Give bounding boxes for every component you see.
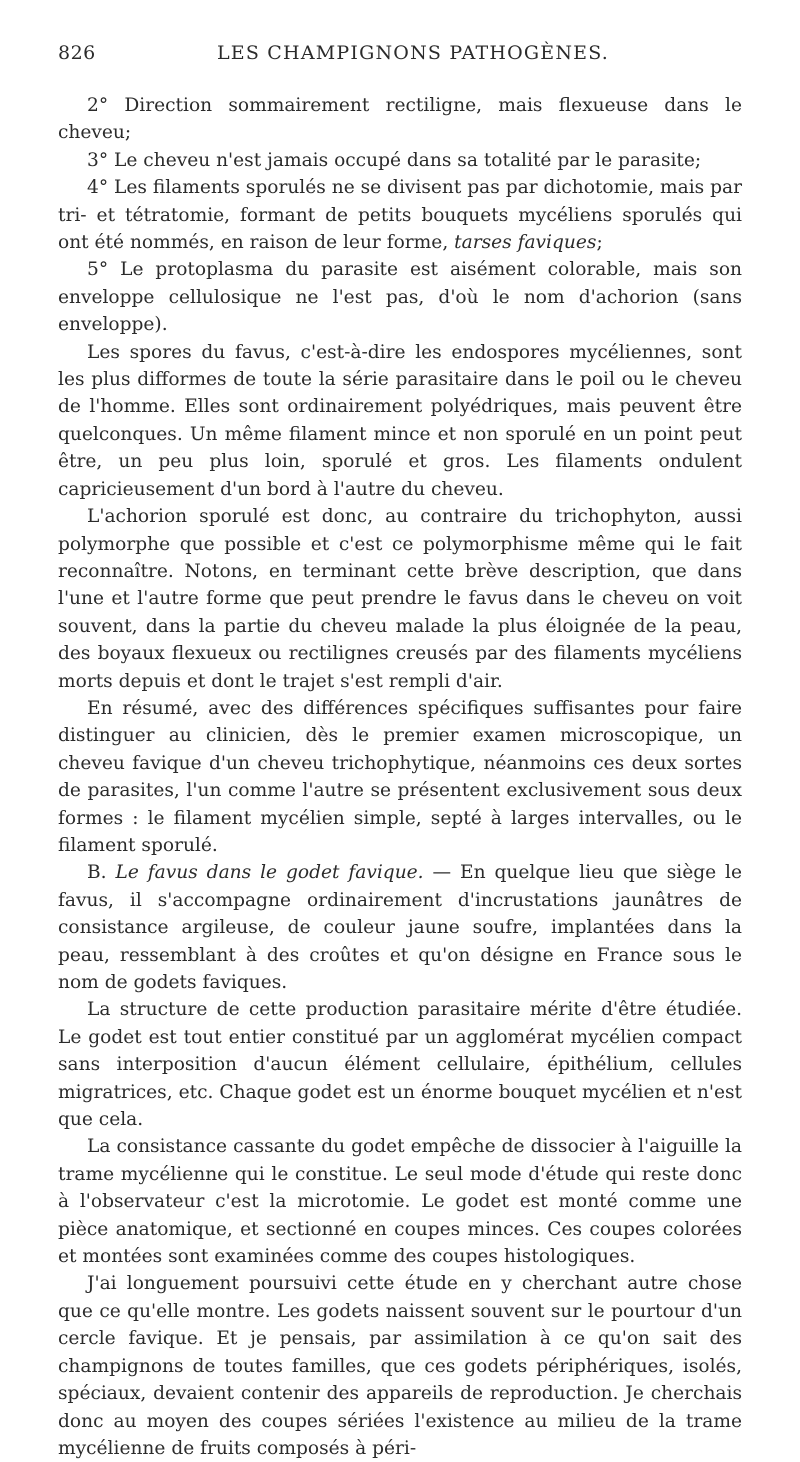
running-title: LES CHAMPIGNONS PATHOGÈNES. — [216, 42, 610, 64]
paragraph-text: ; — [596, 232, 603, 254]
paragraph-text: B. — [87, 862, 116, 884]
paragraph-structure: La structure de cette production parasitaire mérite d'être étudiée. Le godet est tout entier constitué par un agglomérat mycélien compact sans interposition d'aucun élément cellulaire, épithélium, cellules migratrices, etc. Chaque godet est un énorme bouquet mycélien et n'est que cela. — [58, 999, 742, 1131]
paragraph-text: 4° Les filaments sporulés ne se divisent pas par dichotomie, mais par tri- et tétratomie, formant de petits bouquets mycéliens sporulés qui ont été nommés, en raison de leur forme, — [58, 177, 742, 254]
paragraph-text: — En quelque lieu que siège le favus, il s'accompagne ordinairement d'incrustations jaunâtres de consistance argileuse, de couleur jaune soufre, implantées dans la peau, ressemblant à des croûtes et qu'on désigne en France sous le nom de godets faviques. — [58, 862, 742, 993]
italic-term: tarses faviques — [454, 232, 597, 254]
section-heading: Le favus dans le godet favique. — [115, 862, 424, 884]
paragraph-list-item-3: 3° Le cheveu n'est jamais occupé dans sa totalité par le parasite; — [87, 149, 702, 171]
page-number: 826 — [58, 42, 96, 64]
paragraph-list-item-4 — [58, 174, 742, 256]
paragraph-summary: En résumé, avec des différences spécifiques suffisantes pour faire distinguer au clinicien, dès le premier examen microscopique, un cheveu favique d'un cheveu trichophytique, néanmoins ces deux sortes de parasites, l'un comme l'autre se présentent exclusivement sous deux formes : le filament mycélien simple, septé à larges intervalles, ou le filament sporulé. — [58, 697, 742, 856]
paragraph-study: J'ai longuement poursuivi cette étude en y cherchant autre chose que ce qu'elle montre. Les godets naissent souvent sur le pourtour d'un cercle favique. Et je pensais, par assimilation à ce qu'on sait des champignons de toutes familles, que ces godets périphériques, isolés, spéciaux, devaient contenir des appareils de reproduction. Je cherchais donc au moyen des coupes sériées l'existence au milieu de la trame mycélienne de fruits composés à péri- — [58, 1273, 742, 1459]
paragraph-consistency: La consistance cassante du godet empêche de dissocier à l'aiguille la trame mycélienne qui le constitue. Le seul mode d'étude qui reste donc à l'observateur c'est la microtomie. Le godet est monté comme une pièce anatomique, et sectionné en coupes minces. Ces coupes colorées et montées sont examinées comme des coupes histologiques. — [58, 1136, 742, 1268]
paragraph-list-item-5: 5° Le protoplasma du parasite est aisément colorable, mais son enveloppe cellulosique ne l'est pas, d'où le nom d'achorion (sans enveloppe). — [58, 259, 742, 336]
body-text — [58, 92, 742, 1462]
paragraph-list-item-2: 2° Direction sommairement rectiligne, mais flexueuse dans le cheveu; — [58, 95, 742, 144]
paragraph-spores: Les spores du favus, c'est-à-dire les endospores mycéliennes, sont les plus difformes de toute la série parasitaire dans le poil ou le cheveu de l'homme. Elles sont ordinairement polyédriques, mais peuvent être quelconques. Un même filament mince et non sporulé en un point peut être, un peu plus loin, sporulé et gros. Les filaments ondulent capricieusement d'un bord à l'autre du cheveu. — [58, 341, 742, 500]
paragraph-achorion: L'achorion sporulé est donc, au contraire du trichophyton, aussi polymorphe que possible et c'est ce polymorphisme même qui le fait reconnaître. Notons, en terminant cette brève description, que dans l'une et l'autre forme que peut prendre le favus dans le cheveu on voit souvent, dans la partie du cheveu malade la plus éloignée de la peau, des boyaux flexueux ou rectilignes creusés par des filaments mycéliens morts depuis et dont le trajet s'est rempli d'air. — [58, 506, 742, 692]
page-header — [58, 42, 728, 68]
paragraph-section-b — [58, 859, 742, 996]
